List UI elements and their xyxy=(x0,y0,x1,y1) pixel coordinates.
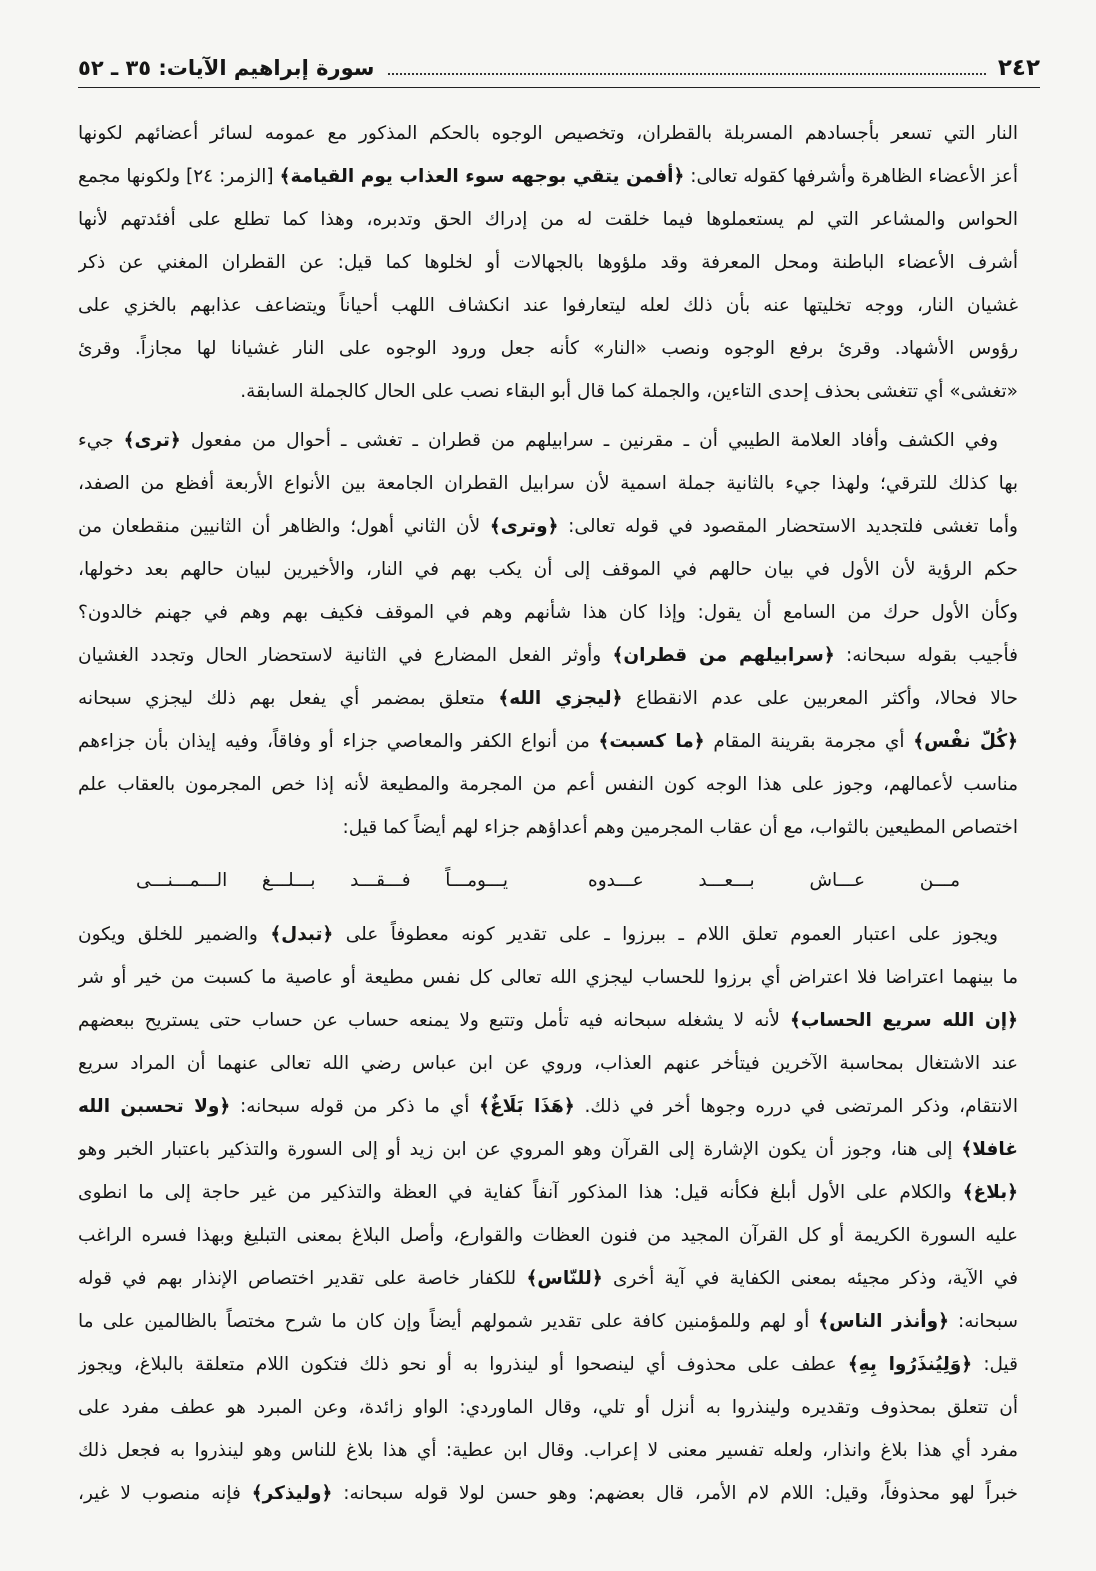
running-title: سورة إبراهيم الآيات: ٣٥ ـ ٥٢ xyxy=(78,56,375,80)
text-line: قيل: ﴿وَلِيُنذَرُوا بِهِ﴾ عطف على محذوف أي لينصحوا أو لينذروا به أو نحو ذلك فتكون اللام متعلقة بالبلاغ، ويجوز xyxy=(78,1354,1018,1375)
verse-hemistich-right: مـــن عـــاش بـــعـــد عـــدوه xyxy=(588,870,960,891)
poetry-verse xyxy=(78,859,1018,902)
text-line: بها كذلك للترقي؛ ولهذا جيء بالثانية جملة اسمية لأن سرابيل القطران الجامعة بين الأنواع الأربعة أفظع من الصفد، xyxy=(78,473,1018,494)
quran-quote: ﴿كُلّ نفْس﴾ xyxy=(913,731,1018,752)
quran-quote: ﴿أفمن يتقي بوجهه سوء العذاب يوم القيامة﴾ xyxy=(279,166,685,187)
page-number: ٢٤٢ xyxy=(997,55,1040,81)
text-line: «تغشى» أي تتغشى بحذف إحدى التاءين، والجملة كما قال أبو البقاء نصب على الحال كالجملة السابقة. xyxy=(240,381,1018,402)
running-header xyxy=(78,50,1040,88)
quran-quote: ﴿إن الله سريع الحساب﴾ xyxy=(789,1010,1018,1031)
text-line: حكم الرؤية لأن الأول في بيان حالهم في الموقف إلى أن يكب بهم في النار، والأخيرين لبيان حالهم بعد دخولها، xyxy=(78,559,1018,580)
quran-quote: ﴿سرابيلهم من قطران﴾ xyxy=(612,645,835,666)
text-line: وفي الكشف وأفاد العلامة الطيبي أن ـ مقرنين ـ سرابيلهم من قطران ـ تغشى ـ أحوال من مفعول ﴿ترى﴾ جيء xyxy=(78,430,999,451)
text-line: ﴿إن الله سريع الحساب﴾ لأنه لا يشغله سبحانه فيه تأمل وتتبع ولا يمنعه حساب عن حساب حتى يستريح ببعضهم xyxy=(78,1010,1018,1031)
text-line: النار التي تسعر بأجسادهم المسربلة بالقطران، وتخصيص الوجوه بالحكم المذكور مع عمومه لسائر أعضائهم لكونها xyxy=(78,123,1018,144)
quran-quote: ﴿وَلِيُنذَرُوا بِهِ﴾ xyxy=(847,1354,973,1375)
text-line: غافلا﴾ إلى هنا، وجوز أن يكون الإشارة إلى القرآن وهو المروي عن ابن زيد أو إلى السورة والتذكير باعتبار الخبر وهو xyxy=(78,1139,1018,1160)
quran-quote: ﴿بلاغ﴾ xyxy=(962,1182,1018,1203)
text-line: سبحانه: ﴿وأنذر الناس﴾ أو لهم وللمؤمنين كافة على تقدير شمولهم أيضاً وإن كان ما شرح مختصاً بالظالمين على ما xyxy=(78,1311,1018,1332)
dotted-leader xyxy=(388,73,985,75)
text-line: الانتقام، وذكر المرتضى في درره وجوها أخر في ذلك. ﴿هَذَا بَلَاغٌ﴾ أي ما ذكر من قوله سبحانه: ﴿ولا تحسبن الله xyxy=(78,1096,1018,1117)
quran-quote: ﴿للنّاس﴾ xyxy=(526,1268,603,1289)
quran-quote: ﴿وليذكر﴾ xyxy=(251,1483,333,1504)
text-line: ﴿كُلّ نفْس﴾ أي مجرمة بقرينة المقام ﴿ما كسبت﴾ من أنواع الكفر والمعاصي جزاء أو وفاقاً، وفيه إيذان بأن جزاءهم xyxy=(78,731,1018,752)
quran-quote: ﴿وأنذر الناس﴾ xyxy=(818,1311,949,1332)
text-line: عليه السورة الكريمة أو كل القرآن المجيد من فنون العظات والقوارع، وأصل البلاغ بمعنى التبليغ وبهذا فسره الراغب xyxy=(78,1225,1018,1246)
text-line: في الآية، وذكر مجيئه بمعنى الكفاية في آية أخرى ﴿للنّاس﴾ للكفار خاصة على تقدير اختصاص الإنذار بهم في قوله xyxy=(78,1268,1018,1289)
text-line: خبراً لهو محذوفاً، وقيل: اللام لام الأمر، قال بعضهم: وهو حسن لولا قوله سبحانه: ﴿وليذكر﴾ فإنه منصوب لا غير، xyxy=(78,1483,1018,1504)
text-line: فأجيب بقوله سبحانه: ﴿سرابيلهم من قطران﴾ وأوثر الفعل المضارع في الثانية لاستحضار الحال وتجدد الغشيان xyxy=(78,645,1018,666)
text-line: مناسب لأعمالهم، وجوز على هذا الوجه كون النفس أعم من المجرمة والمطيعة لأنه إذا خص المجرمون بالعقاب علم xyxy=(78,774,1018,795)
body-text xyxy=(78,112,1018,1515)
text-line: وكأن الأول حرك من السامع أن يقول: وإذا كان هذا شأنهم وهم في الموقف فكيف بهم وهم في جهنم خالدون؟ xyxy=(78,602,1018,623)
quran-quote: ﴿ترى﴾ xyxy=(123,430,181,451)
text-line: حالا فحالا، وأكثر المعربين على عدم الانقطاع ﴿ليجزي الله﴾ متعلق بمضمر أي يفعل بهم ذلك ليجزي سبحانه xyxy=(78,688,1018,709)
text-line: أعز الأعضاء الظاهرة وأشرفها كقوله تعالى: ﴿أفمن يتقي بوجهه سوء العذاب يوم القيامة﴾ [الزمر: ٢٤] ولكونها مجمع xyxy=(78,166,1018,187)
quran-quote: ﴿تبدل﴾ xyxy=(270,924,334,945)
text-line: مفرد أي هذا بلاغ وانذار، ولعله تفسير معنى لا إعراب. وقال ابن عطية: أي هذا بلاغ للناس وهو لينذروا به فجعل ذلك xyxy=(78,1440,1018,1461)
text-line: ويجوز على اعتبار العموم تعلق اللام ـ ببرزوا ـ على تقدير كونه معطوفاً على ﴿تبدل﴾ والضمير للخلق ويكون xyxy=(78,924,998,945)
paragraph xyxy=(78,913,1018,1515)
text-line: اختصاص المطيعين بالثواب، مع أن عقاب المجرمين وهم أعداؤهم جزاء لهم أيضاً كما قيل: xyxy=(342,817,1018,838)
text-line: أشرف الأعضاء الباطنة ومحل المعرفة وقد ملؤوها بالجهالات أو لخلوها كما قيل: عن القطران المغني عن ذكر xyxy=(78,252,1018,273)
text-line: الحواس والمشاعر التي لم يستعملوها فيما خلقت له من إدراك الحق وتدبره، وهذا كما تطلع على أفئدتهم لأنها xyxy=(78,209,1018,230)
text-line: عند الاشتغال بمحاسبة الآخرين فيتأخر عنهم العذاب، وروي عن ابن عباس رضي الله تعالى عنهما أن المراد سريع xyxy=(78,1053,1018,1074)
quran-quote: ﴿ما كسبت﴾ xyxy=(598,731,705,752)
quran-quote: ﴿هَذَا بَلَاغٌ﴾ xyxy=(479,1096,575,1117)
paragraph xyxy=(78,419,1018,849)
quran-quote: غافلا﴾ xyxy=(961,1139,1018,1160)
text-line: ﴿بلاغ﴾ والكلام على الأول أبلغ فكأنه قيل: هذا المذكور آنفاً كفاية في العظة والتذكير من غير حاجة إلى ما انطوى xyxy=(78,1182,1018,1203)
quran-quote: ﴿وترى﴾ xyxy=(489,516,559,537)
quran-quote: ﴿ليجزي الله﴾ xyxy=(498,688,623,709)
text-line: غشيان النار، ووجه تخليتها عنه بأن ذلك لعله ليتعارفوا عند انكشاف اللهب أحياناً ويتضاعف عذابهم بالخزي على xyxy=(78,295,1018,316)
text-line: أن تتعلق بمحذوف وتقديره ولينذروا به أنزل أو تلي، وقال الماوردي: الواو زائدة، وعن المبرد هو عطف مفرد على xyxy=(78,1397,1018,1418)
verse-hemistich-left: يـــومـــاً فـــقـــد بـــلـــغ الـــمـــنـــى xyxy=(136,870,508,891)
quran-quote: ﴿ولا تحسبن الله xyxy=(78,1096,231,1117)
text-line: ما بينهما اعتراضا فلا اعتراض أي برزوا للحساب ليجزي الله تعالى كل نفس مطيعة أو عاصية ما كسبت من خير أو شر xyxy=(78,967,1018,988)
text-line: رؤوس الأشهاد. وقرئ برفع الوجوه ونصب «النار» كأنه جعل ورود الوجوه على النار غشيانا لها مجازاً. وقرئ xyxy=(78,338,1018,359)
text-line: وأما تغشى فلتجديد الاستحضار المقصود في قوله تعالى: ﴿وترى﴾ لأن الثاني أهول؛ والظاهر أن الثانيين منقطعان من xyxy=(78,516,1018,537)
paragraph xyxy=(78,112,1018,413)
